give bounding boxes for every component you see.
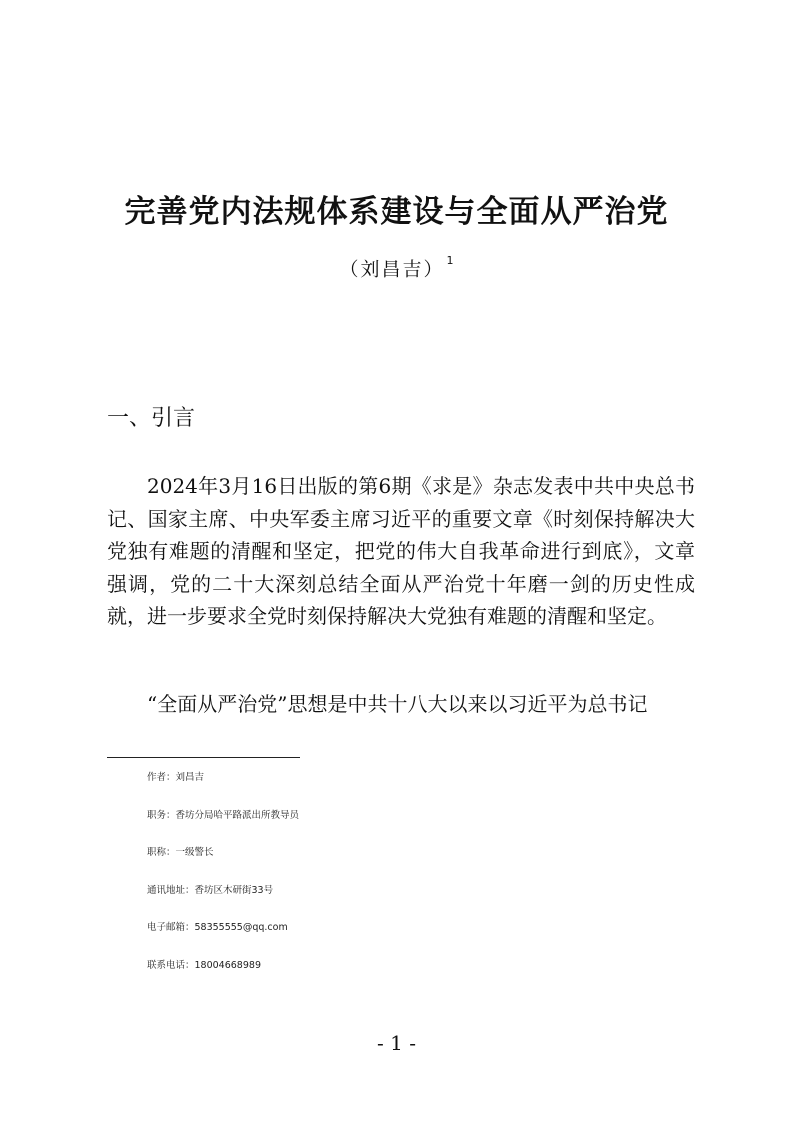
author-line <box>0 250 793 284</box>
footnote-line: 职务：香坊分局哈平路派出所教导员 <box>147 809 300 821</box>
author-name: （刘昌吉） <box>339 258 445 281</box>
footnote-line: 通讯地址：香坊区木研街33号 <box>147 884 274 896</box>
body-paragraph: “全面从严治党”思想是中共十八大以来以习近平为总书记 <box>147 692 648 716</box>
footnotes <box>147 772 647 997</box>
footnote-mark: 1 <box>446 254 454 267</box>
page-number: - 1 - <box>377 1031 416 1055</box>
footnote-line: 联系电话：18004668989 <box>147 959 261 971</box>
body-paragraph: 2024年3月16日出版的第6期《求是》杂志发表中共中央总书记、国家主席、中央军委主席习近平的重要文章《时刻保持解决大党独有难题的清醒和坚定，把党的伟大自我革命进行到底》，文章强调，党的二十大深刻总结全面从严治党十年磨一剑的历史性成就，进一步要求全党时刻保持解决大党独有难题的清醒和坚定。 <box>107 474 695 628</box>
footnote-line: 电子邮箱：58355555@qq.com <box>147 922 288 933</box>
footnote-line: 作者：刘昌吉 <box>147 772 205 783</box>
footnote-line: 职称：一级警长 <box>147 847 214 858</box>
document-title: 完善党内法规体系建设与全面从严治党 <box>124 194 669 230</box>
footnote-separator <box>107 757 300 758</box>
section-heading: 一、引言 <box>107 406 196 431</box>
